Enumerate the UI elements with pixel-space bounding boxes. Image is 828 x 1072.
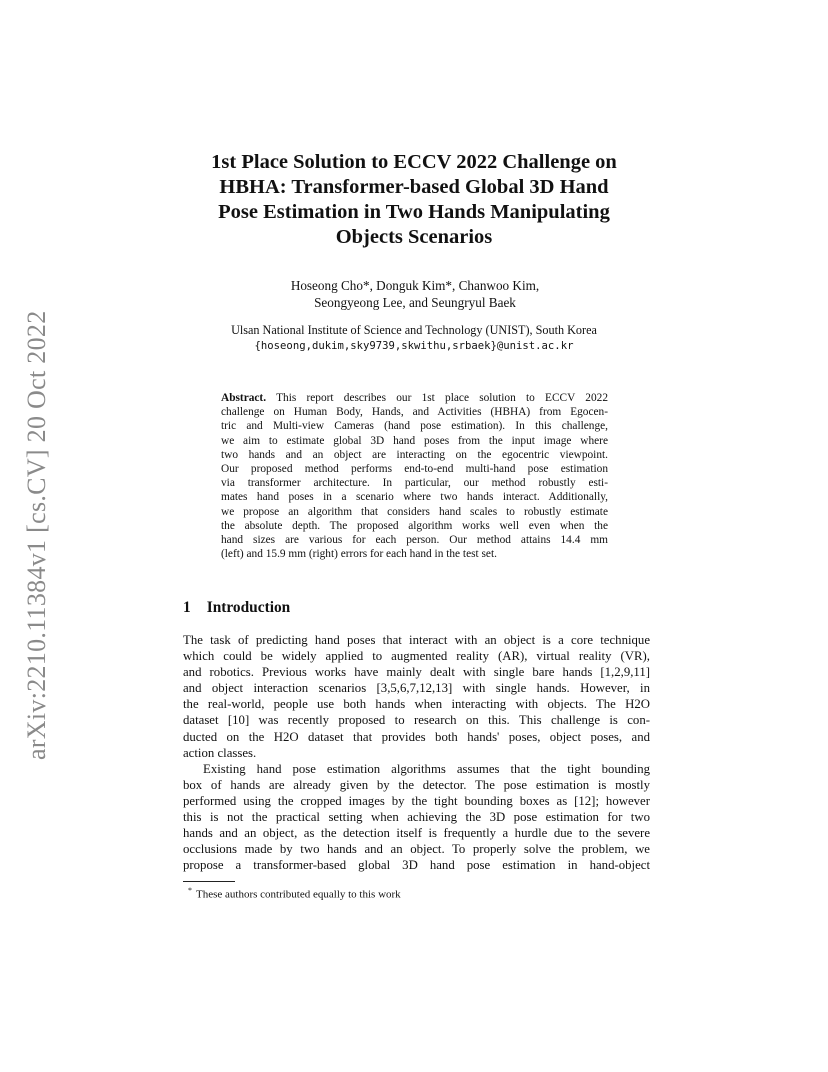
body-line: this is not the practical setting when achieving the 3D pose estimation for two — [183, 810, 650, 825]
abstract-text: This report describes our 1st place solution to ECCV 2022 — [276, 392, 608, 404]
arxiv-identifier: arXiv:2210.11384v1 [cs.CV] 20 Oct 2022 — [22, 310, 51, 760]
affiliation: Ulsan National Institute of Science and Technology (UNIST), South Korea — [231, 323, 597, 337]
abstract-line: challenge on Human Body, Hands, and Activities (HBHA) from Egocen- — [221, 406, 608, 419]
abstract-line — [221, 391, 608, 405]
title-line: Objects Scenarios — [335, 226, 493, 248]
abstract — [221, 391, 608, 561]
title-line: Pose Estimation in Two Hands Manipulating — [218, 201, 610, 223]
footnote — [188, 886, 401, 901]
abstract-line: (left) and 15.9 mm (right) errors for each hand in the test set. — [221, 548, 497, 561]
author-emails: {hoseong,dukim,sky9739,skwithu,srbaek}@unist.ac.kr — [254, 340, 574, 352]
authors-line: Hoseong Cho*, Donguk Kim*, Chanwoo Kim, — [290, 278, 540, 293]
abstract-line: two hands and an object are interacting on the egocentric viewpoint. — [221, 448, 608, 461]
footnote-divider — [183, 881, 235, 882]
body-line: performed using the cropped images by the tight bounding boxes as [12]; however — [183, 793, 650, 808]
body-line: Existing hand pose estimation algorithms assumes that the tight bounding — [203, 761, 650, 776]
section-title: Introduction — [206, 599, 291, 616]
footnote-mark: * — [188, 886, 192, 895]
body-line: ducted on the H2O dataset that provides both hands' poses, object poses, and — [183, 729, 650, 744]
abstract-line: we aim to estimate global 3D hand poses from the input image where — [221, 434, 608, 447]
authors-line: Seongyeong Lee, and Seungryul Baek — [314, 294, 516, 310]
body-line: propose a transformer-based global 3D hand pose estimation in hand-object — [183, 858, 650, 873]
section-heading — [183, 599, 290, 617]
body-line: which could be widely applied to augmented reality (AR), virtual reality (VR), — [183, 649, 650, 664]
abstract-line: tric and Multi-view Cameras (hand pose estimation). In this challenge, — [221, 420, 608, 433]
body-line: hands and an object, as the detection itself is frequently a hurdle due to the severe — [183, 826, 650, 841]
body-line: dataset [10] was recently proposed to research on this. This challenge is con- — [183, 713, 650, 728]
abstract-line: hand sizes are various for each person. Our method attains 14.4 mm — [221, 534, 608, 547]
abstract-label: Abstract. — [221, 392, 267, 404]
abstract-line: we propose an algorithm that considers hand scales to robustly estimate — [221, 505, 608, 518]
title-line: 1st Place Solution to ECCV 2022 Challenge on — [211, 151, 617, 173]
introduction-body — [183, 632, 650, 873]
footnote-text: These authors contributed equally to this work — [196, 888, 401, 901]
author-list — [180, 278, 650, 311]
abstract-line: the absolute depth. The proposed algorithm works well even when the — [221, 519, 608, 532]
abstract-line: via transformer architecture. In particular, our method robustly esti- — [221, 477, 608, 490]
paper-title — [150, 150, 678, 250]
abstract-line: Our proposed method performs end-to-end multi-hand pose estimation — [221, 463, 608, 476]
abstract-line: mates hand poses in a scenario where two hands interact. Additionally, — [221, 491, 608, 504]
body-line: box of hands are already given by the detector. The pose estimation is mostly — [183, 777, 650, 792]
body-line: and object interaction scenarios [3,5,6,7,12,13] with single hands. However, in — [183, 681, 650, 696]
body-line: occlusions made by two hands and an object. To properly solve the problem, we — [183, 842, 650, 857]
body-line: The task of predicting hand poses that interact with an object is a core technique — [183, 633, 650, 647]
body-line: and robotics. Previous works have mainly dealt with single bare hands [1,2,9,11] — [183, 665, 650, 680]
section-number: 1 — [183, 599, 191, 616]
affiliation-block — [150, 322, 678, 354]
body-line: action classes. — [183, 745, 257, 760]
title-line: HBHA: Transformer-based Global 3D Hand — [219, 176, 609, 198]
body-line: the real-world, people use both hands when interacting with objects. The H2O — [183, 697, 650, 712]
